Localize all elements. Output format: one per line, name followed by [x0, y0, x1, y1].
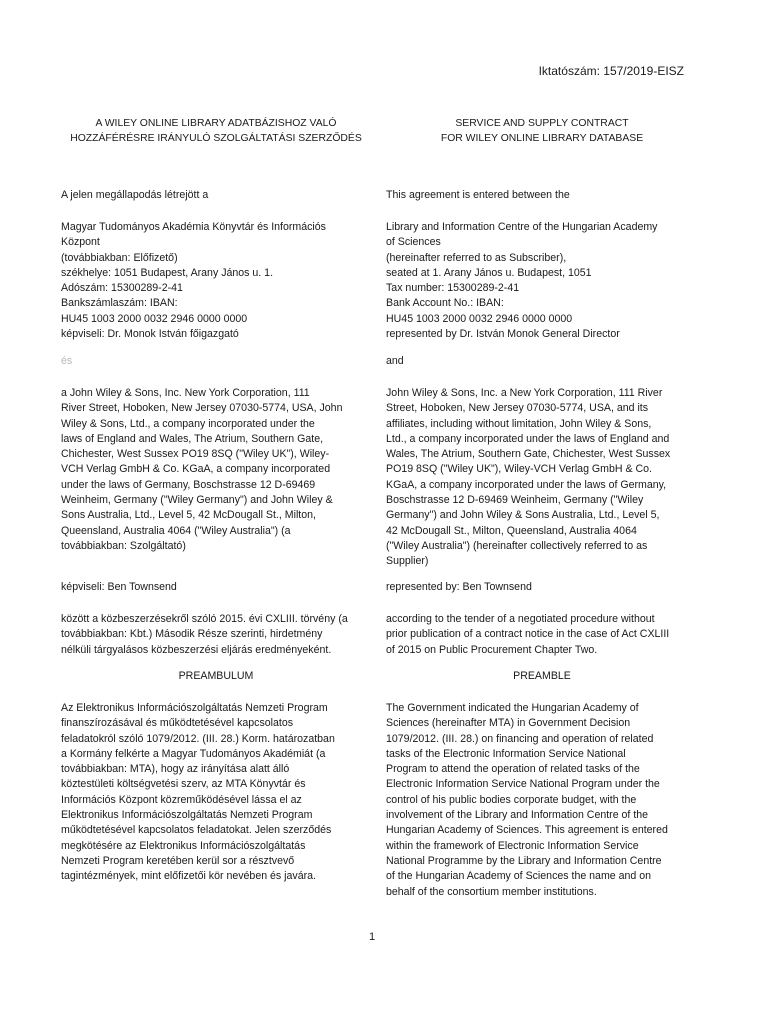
preamble-line: Sciences (hereinafter MTA) in Government Decision: [386, 717, 631, 730]
contract-title-en: [386, 116, 698, 146]
preamble-text: [386, 701, 698, 900]
supplier-line: Ltd., a company incorporated under the laws of England and: [386, 432, 670, 445]
preamble-line: Nemzeti Program keretében kerül sor a résztvevő: [61, 854, 295, 867]
supplier-representative: represented by: Ben Townsend: [386, 581, 532, 593]
preamble-line: finanszírozásával és működtetésével kapcsolatos: [61, 717, 294, 730]
preamble-line: involvement of the Library and Information Centre of the: [386, 809, 649, 822]
supplier-line: ("Wiley Australia") (hereinafter collectively referred to as: [386, 539, 648, 552]
preamble-line: tasks of the Electronic Information Service National: [386, 747, 626, 760]
procedure-line: prior publication of a contract notice in the case of Act CXLIII: [386, 628, 670, 641]
supplier-line: affiliates, including without limitation, John Wiley & Sons,: [386, 417, 652, 430]
subscriber-block: [61, 220, 371, 342]
subscriber-detail: Adószám: 15300289-2-41: [61, 282, 183, 295]
title-line: A WILEY ONLINE LIBRARY ADATBÁZISHOZ VALÓ: [95, 118, 337, 129]
preamble-line: Electronic Information Service National Program under the: [386, 778, 660, 791]
supplier-representative: képviseli: Ben Townsend: [61, 581, 177, 593]
subscriber-detail: képviseli: Dr. Monok István főigazgató: [61, 328, 239, 341]
preamble-line: The Government indicated the Hungarian Academy of: [386, 702, 639, 714]
intro-text: This agreement is entered between the: [386, 189, 570, 201]
subscriber-detail: represented by Dr. István Monok General Director: [386, 328, 620, 341]
contract-title-hu: [61, 116, 371, 146]
subscriber-detail: (továbbiakban: Előfizető): [61, 251, 178, 264]
preamble-line: 1079/2012. (III. 28.) on financing and operation of related: [386, 732, 654, 745]
preamble-line: within the framework of Electronic Information Service: [386, 839, 639, 852]
subscriber-name-line: Library and Information Centre of the Hungarian Academy: [386, 221, 658, 233]
preamble-line: feladatokról szóló 1079/2012. (III. 28.) Korm. határozatban: [61, 732, 335, 745]
supplier-line: under the laws of Germany, Boschstrasse 12 D-69469: [61, 478, 316, 491]
supplier-block: [61, 386, 371, 554]
supplier-line: Queensland, Australia 4064 ("Wiley Australia") (a: [61, 524, 291, 537]
hungarian-column: [61, 116, 371, 896]
supplier-block: [386, 386, 698, 570]
and-conjunction: and: [386, 355, 404, 367]
supplier-line: River Street, Hoboken, New Jersey 07030-5774, USA, John: [61, 402, 343, 415]
supplier-line: továbbiakban: Szolgáltató): [61, 539, 186, 552]
supplier-line: a John Wiley & Sons, Inc. New York Corporation, 111: [61, 387, 310, 399]
supplier-line: Weinheim, Germany ("Wiley Germany") and John Wiley &: [61, 494, 333, 507]
supplier-line: Wales, The Atrium, Southern Gate, Chichester, West Sussex: [386, 448, 671, 461]
procedure-line: according to the tender of a negotiated procedure without: [386, 613, 655, 625]
preamble-heading: PREAMBLE: [513, 670, 571, 682]
procedure-line: továbbiakban: Kbt.) Második Része szerinti, hirdetmény: [61, 628, 323, 641]
supplier-line: Chichester, West Sussex PO19 8SQ ("Wiley UK"), Wiley-: [61, 448, 330, 461]
subscriber-detail: seated at 1. Arany János u. Budapest, 1051: [386, 266, 592, 279]
intro-text: A jelen megállapodás létrejött a: [61, 189, 209, 201]
supplier-line: Germany") and John Wiley & Sons Australia, Ltd., Level 5,: [386, 509, 660, 522]
subscriber-detail: HU45 1003 2000 0032 2946 0000 0000: [61, 312, 248, 325]
subscriber-detail: Bank Account No.: IBAN:: [386, 297, 504, 310]
procedure-line: között a közbeszerzésekről szóló 2015. évi CXLIII. törvény (a: [61, 613, 348, 625]
preamble-line: control of his public bodies corporate budget, with the: [386, 793, 637, 806]
preamble-line: tagintézmények, mint előfizetői kör nevében és javára.: [61, 870, 316, 883]
supplier-line: Sons Australia, Ltd., Level 5, 42 McDougall St., Milton,: [61, 509, 316, 522]
reference-number: Iktatószám: 157/2019-EISZ: [538, 64, 684, 78]
subscriber-name-line: of Sciences: [386, 236, 441, 249]
subscriber-detail: Tax number: 15300289-2-41: [386, 282, 520, 295]
preamble-line: Információs Központ közreműködésével lássa el az: [61, 793, 302, 806]
procedure-line: nélküli tárgyalásos közbeszerzési eljárás eredményeként.: [61, 643, 332, 656]
subscriber-name-line: Magyar Tudományos Akadémia Könyvtár és Információs: [61, 221, 326, 233]
supplier-line: VCH Verlag GmbH & Co. KGaA, a company incorporated: [61, 463, 331, 476]
supplier-line: PO19 8SQ ("Wiley UK"), Wiley-VCH Verlag GmbH & Co.: [386, 463, 652, 476]
preamble-line: Hungarian Academy of Sciences. This agreement is entered: [386, 824, 668, 837]
english-column: [386, 116, 698, 896]
preamble-line: megkötésére az Elektronikus Információszolgáltatás: [61, 839, 306, 852]
preamble-line: Az Elektronikus Információszolgáltatás Nemzeti Program: [61, 702, 328, 714]
supplier-line: KGaA, a company incorporated under the laws of Germany,: [386, 478, 667, 491]
procedure-line: of 2015 on Public Procurement Chapter Two.: [386, 643, 598, 656]
preamble-line: köztestületi költségvetési szerv, az MTA Könyvtár és: [61, 778, 306, 791]
preamble-line: Program to attend the operation of related tasks of the: [386, 763, 640, 776]
supplier-line: 42 McDougall St., Milton, Queensland, Australia 4064: [386, 524, 637, 537]
supplier-line: Supplier): [386, 555, 429, 568]
page-number: 1: [369, 931, 376, 943]
supplier-line: Street, Hoboken, New Jersey 07030-5774, USA, and its: [386, 402, 649, 415]
supplier-line: Boschstrasse 12 D-69469 Weinheim, Germany ("Wiley: [386, 494, 644, 507]
preamble-line: a Kormány felkérte a Magyar Tudományos Akadémiát (a: [61, 747, 326, 760]
subscriber-name-line: Központ: [61, 236, 100, 249]
title-line: HOZZÁFÉRÉSRE IRÁNYULÓ SZOLGÁLTATÁSI SZERZŐDÉS: [70, 133, 362, 144]
title-line: FOR WILEY ONLINE LIBRARY DATABASE: [440, 133, 644, 144]
subscriber-detail: HU45 1003 2000 0032 2946 0000 0000: [386, 312, 573, 325]
procedure-text: [386, 612, 698, 658]
preamble-line: működtetésével kapcsolatos feladatokat. Jelen szerződés: [61, 824, 332, 837]
procedure-text: [61, 612, 371, 658]
supplier-line: laws of England and Wales, The Atrium, Southern Gate,: [61, 432, 324, 445]
subscriber-detail: székhelye: 1051 Budapest, Arany János u. 1.: [61, 266, 274, 279]
and-conjunction: és: [61, 355, 73, 367]
supplier-line: Wiley & Sons, Ltd., a company incorporated under the: [61, 417, 315, 430]
title-line: SERVICE AND SUPPLY CONTRACT: [455, 118, 629, 129]
preamble-line: behalf of the consortium member institutions.: [386, 885, 597, 898]
preamble-line: National Programme by the Library and Information Centre: [386, 854, 662, 867]
preamble-heading: PREAMBULUM: [178, 670, 254, 682]
subscriber-detail: (hereinafter referred to as Subscriber),: [386, 251, 567, 264]
subscriber-block: [386, 220, 698, 342]
supplier-line: John Wiley & Sons, Inc. a New York Corporation, 111 River: [386, 387, 663, 399]
preamble-line: Elektronikus Információszolgáltatás Nemzeti Program: [61, 809, 313, 822]
preamble-line: továbbiakban: MTA), hogy az irányítása alatt álló: [61, 763, 290, 776]
subscriber-detail: Bankszámlaszám: IBAN:: [61, 297, 178, 310]
preamble-text: [61, 701, 371, 885]
preamble-line: of the Hungarian Academy of Sciences the name and on: [386, 870, 652, 883]
